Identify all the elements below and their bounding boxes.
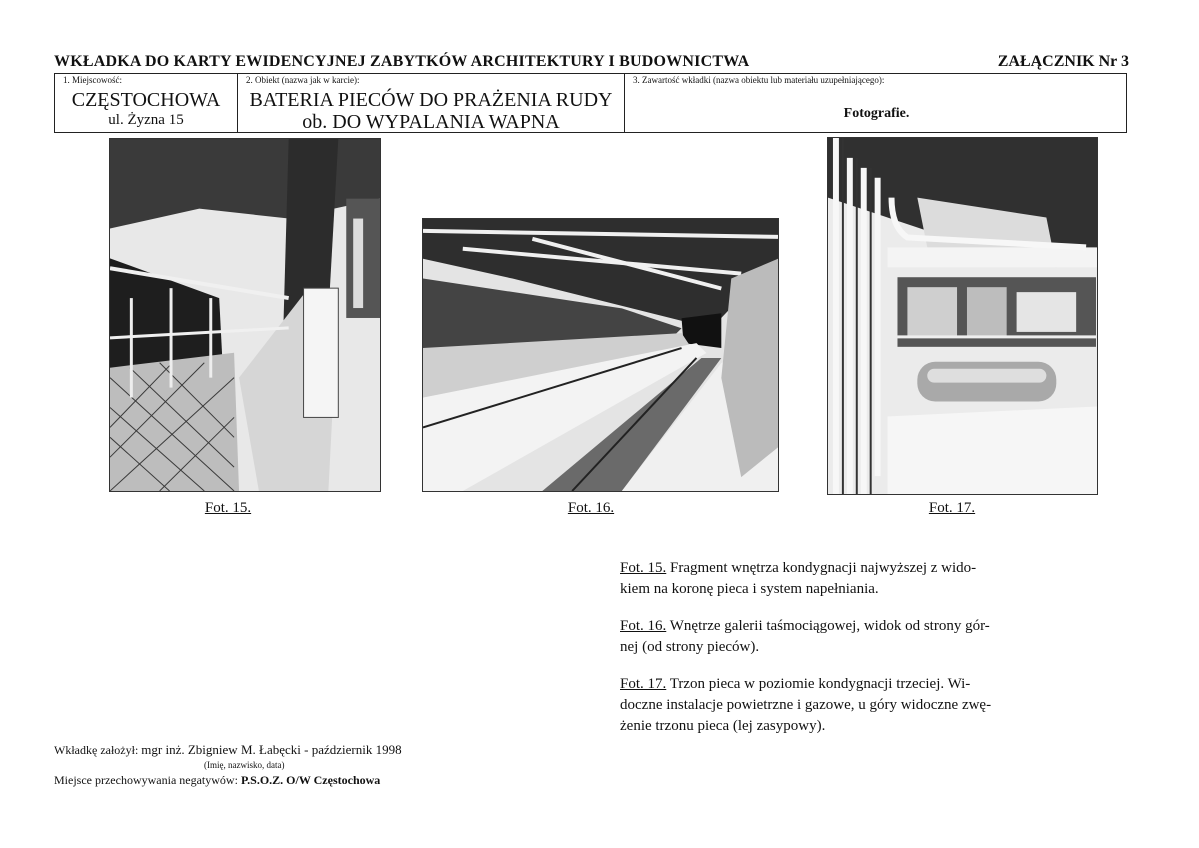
description-17-line2: doczne instalacje powietrzne i gazowe, u góry widoczne zwę- [620,697,992,713]
prepared-by-note: (Imię, nazwisko, data) [204,760,285,770]
prepared-by-value: mgr inż. Zbigniew M. Łabęcki - październik 1998 [141,742,402,757]
street-address: ul. Żyzna 15 [108,112,184,128]
city-name: CZĘSTOCHOWA [71,89,221,111]
field-locality [55,74,238,132]
object-name-line1: BATERIA PIECÓW DO PRAŻENIA RUDY [249,89,613,111]
description-17-line3: żenie trzonu pieca (lej zasypowy). [620,718,826,734]
prepared-by-label: Wkładkę założył: [54,743,139,757]
description-16 [620,616,1040,658]
field-object [238,74,625,132]
prepared-by [54,742,474,758]
description-15-line1: Fragment wnętrza kondygnacji najwyższej z wido- [670,560,977,576]
negative-storage-label: Miejsce przechowywania negatywów: [54,773,238,787]
description-17 [620,674,1040,737]
description-16-ref: Fot. 16. [620,618,667,634]
description-16-line2: nej (od strony pieców). [620,639,760,655]
photo-15-caption: Fot. 15. [204,500,252,516]
object-name-line2: ob. DO WYPALANIA WAPNA [302,111,560,133]
field-locality-label: 1. Miejscowość: [63,75,122,85]
description-16-line1: Wnętrze galerii taśmociągowej, widok od strony gór- [669,618,990,634]
annex-number: ZAŁĄCZNIK Nr 3 [997,53,1129,70]
document-title: WKŁADKA DO KARTY EWIDENCYJNEJ ZABYTKÓW ARCHITEKTURY I BUDOWNICTWA [54,53,750,70]
description-17-line1: Trzon pieca w poziomie kondygnacji trzeciej. Wi- [669,676,971,692]
negative-storage-value: P.S.O.Z. O/W Częstochowa [240,773,381,787]
photo-16-caption: Fot. 16. [567,500,615,516]
record-form-table [54,73,1127,133]
description-15 [620,558,1040,600]
photo-17-caption: Fot. 17. [928,500,976,516]
document-footer [54,742,474,788]
document-header [54,53,1129,73]
photo-15 [109,138,381,492]
photo-descriptions [620,558,1040,753]
description-15-ref: Fot. 15. [620,560,667,576]
description-15-line2: kiem na koronę pieca i system napełniania. [620,581,879,597]
negative-storage [54,773,474,788]
description-17-ref: Fot. 17. [620,676,667,692]
contents-value: Fotografie. [843,106,910,121]
field-contents [625,74,1128,132]
field-contents-label: 3. Zawartość wkładki (nazwa obiektu lub materiału uzupełniającego): [633,75,885,85]
photo-16 [422,218,779,492]
photo-17 [827,137,1098,495]
field-object-label: 2. Obiekt (nazwa jak w karcie): [246,75,360,85]
